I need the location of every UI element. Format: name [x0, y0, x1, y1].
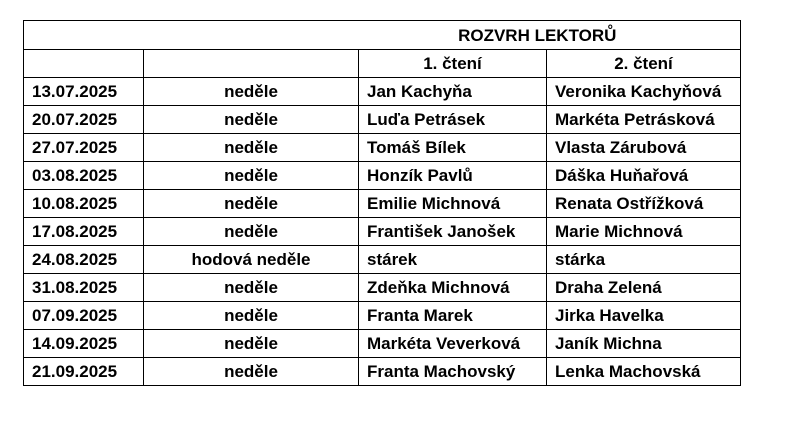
- reading-2-cell: Veronika Kachyňová: [547, 78, 741, 106]
- date-cell: 13.07.2025: [24, 78, 144, 106]
- title-row: [24, 21, 741, 50]
- table-row: [24, 190, 741, 218]
- date-cell: 21.09.2025: [24, 358, 144, 386]
- day-cell: neděle: [144, 106, 359, 134]
- day-cell: neděle: [144, 302, 359, 330]
- reading-1-cell: Markéta Veverková: [359, 330, 547, 358]
- table-row: [24, 134, 741, 162]
- reading-1-cell: Tomáš Bílek: [359, 134, 547, 162]
- schedule-body: [24, 21, 741, 386]
- header-day: [144, 50, 359, 78]
- date-cell: 03.08.2025: [24, 162, 144, 190]
- day-cell: neděle: [144, 78, 359, 106]
- date-cell: 14.09.2025: [24, 330, 144, 358]
- reading-2-cell: Vlasta Zárubová: [547, 134, 741, 162]
- reading-1-cell: Emilie Michnová: [359, 190, 547, 218]
- table-row: [24, 78, 741, 106]
- day-cell: neděle: [144, 274, 359, 302]
- reading-1-cell: František Janošek: [359, 218, 547, 246]
- day-cell: neděle: [144, 190, 359, 218]
- header-reading-2: 2. čtení: [547, 50, 741, 78]
- date-cell: 27.07.2025: [24, 134, 144, 162]
- table-row: [24, 218, 741, 246]
- table-title: ROZVRH LEKTORŮ: [458, 25, 617, 45]
- table-row: [24, 246, 741, 274]
- table-row: [24, 274, 741, 302]
- date-cell: 31.08.2025: [24, 274, 144, 302]
- reading-2-cell: Renata Ostřížková: [547, 190, 741, 218]
- title-blank-cell: [24, 21, 359, 50]
- reading-1-cell: Jan Kachyňa: [359, 78, 547, 106]
- date-cell: 17.08.2025: [24, 218, 144, 246]
- reading-2-cell: Draha Zelená: [547, 274, 741, 302]
- lector-schedule-table: [23, 20, 741, 386]
- reading-2-cell: Janík Michna: [547, 330, 741, 358]
- reading-2-cell: Lenka Machovská: [547, 358, 741, 386]
- table-row: [24, 358, 741, 386]
- table-row: [24, 302, 741, 330]
- date-cell: 24.08.2025: [24, 246, 144, 274]
- day-cell: neděle: [144, 218, 359, 246]
- reading-1-cell: Franta Marek: [359, 302, 547, 330]
- table-title-cell: [359, 21, 741, 50]
- day-cell: neděle: [144, 162, 359, 190]
- day-cell: neděle: [144, 330, 359, 358]
- reading-1-cell: Franta Machovský: [359, 358, 547, 386]
- reading-1-cell: stárek: [359, 246, 547, 274]
- table-row: [24, 106, 741, 134]
- reading-2-cell: Jirka Havelka: [547, 302, 741, 330]
- day-cell: neděle: [144, 358, 359, 386]
- reading-2-cell: Markéta Petrásková: [547, 106, 741, 134]
- reading-2-cell: Dáška Huňařová: [547, 162, 741, 190]
- header-date: [24, 50, 144, 78]
- header-row: [24, 50, 741, 78]
- table-row: [24, 162, 741, 190]
- table-row: [24, 330, 741, 358]
- day-cell: neděle: [144, 134, 359, 162]
- day-cell: hodová neděle: [144, 246, 359, 274]
- date-cell: 20.07.2025: [24, 106, 144, 134]
- date-cell: 10.08.2025: [24, 190, 144, 218]
- reading-2-cell: Marie Michnová: [547, 218, 741, 246]
- reading-1-cell: Luďa Petrásek: [359, 106, 547, 134]
- reading-1-cell: Honzík Pavlů: [359, 162, 547, 190]
- date-cell: 07.09.2025: [24, 302, 144, 330]
- reading-2-cell: stárka: [547, 246, 741, 274]
- header-reading-1: 1. čtení: [359, 50, 547, 78]
- reading-1-cell: Zdeňka Michnová: [359, 274, 547, 302]
